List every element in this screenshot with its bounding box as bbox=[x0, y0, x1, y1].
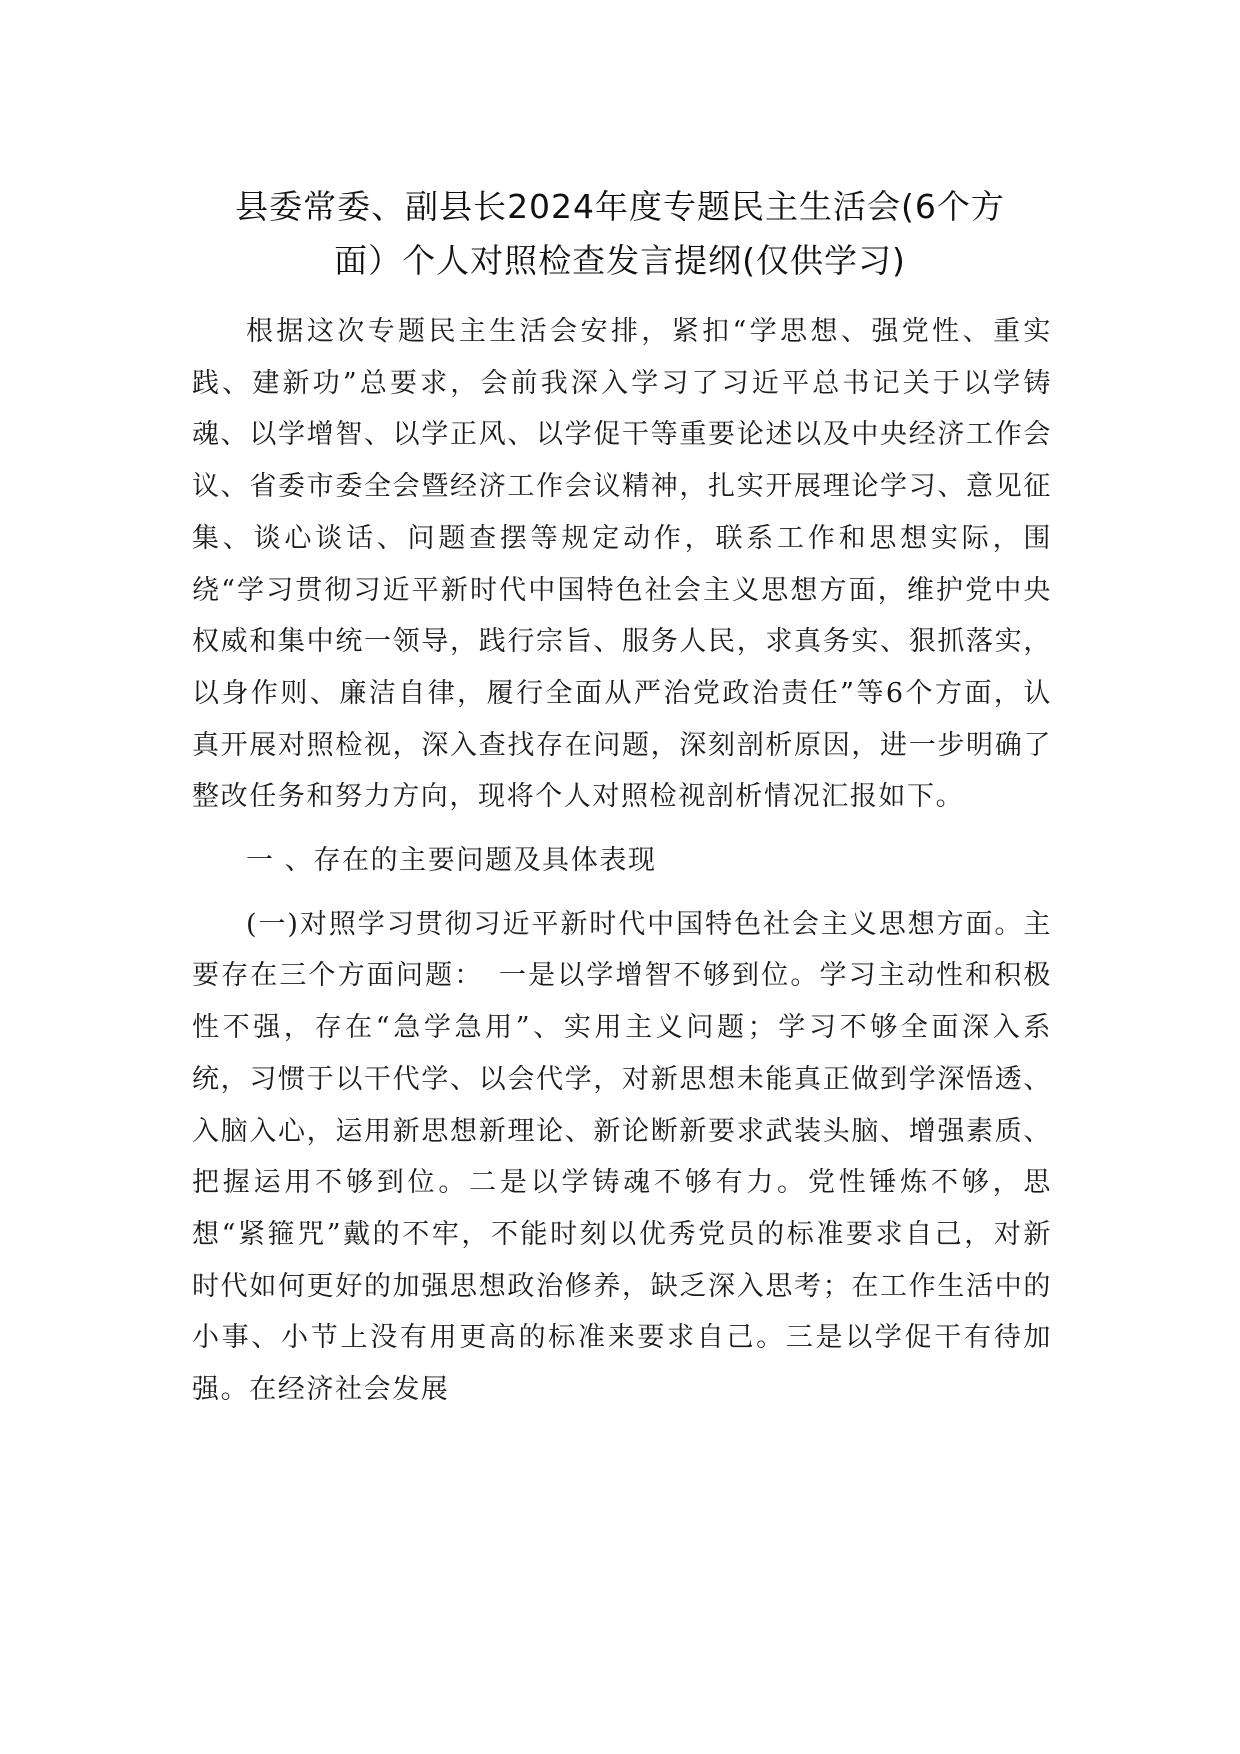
section-paragraph: (一)对照学习贯彻习近平新时代中国特色社会主义思想方面。主要存在三个方面问题： 一是以学增智不够到位。学习主动性和积极性不强，存在“急学急用”、实用主义问题；学习不够全面深入系统，习惯于以干代学、以会代学，对新思想未能真正做到学深悟透、入脑入心，运用新思想新理论、新论断新要求武装头脑、增强素质、把握运用不够到位。二是以学铸魂不够有力。党性锤炼不够，思想“紧箍咒”戴的不牢，不能时刻以优秀党员的标准要求自己，对新时代如何更好的加强思想政治修养，缺乏深入思考；在工作生活中的小事、小节上没有用更高的标准来要求自己。三是以学促干有待加强。在经济社会发展 bbox=[192, 908, 1052, 1406]
title-line-1: 县委常委、副县长2024年度专题民主生活会(6个方 bbox=[235, 187, 1005, 226]
document-title bbox=[150, 180, 1090, 288]
document-body bbox=[192, 306, 1052, 1416]
title-line-2: 面）个人对照检查发言提纲(仅供学习) bbox=[334, 241, 906, 280]
section-heading: 一 、存在的主要问题及具体表现 bbox=[246, 845, 657, 877]
intro-paragraph: 根据这次专题民主生活会安排，紧扣“学思想、强党性、重实践、建新功”总要求，会前我深入学习了习近平总书记关于以学铸魂、以学增智、以学正风、以学促干等重要论述以及中央经济工作会议、省委市委全会暨经济工作会议精神，扎实开展理论学习、意见征集、谈心谈话、问题查摆等规定动作，联系工作和思想实际，围绕“学习贯彻习近平新时代中国特色社会主义思想方面，维护党中央权威和集中统一领导，践行宗旨、服务人民，求真务实、狠抓落实，以身作则、廉洁自律，履行全面从严治党政治责任”等6个方面，认真开展对照检视，深入查找存在问题，深刻剖析原因，进一步明确了整改任务和努力方向，现将个人对照检视剖析情况汇报如下。 bbox=[192, 316, 1052, 813]
